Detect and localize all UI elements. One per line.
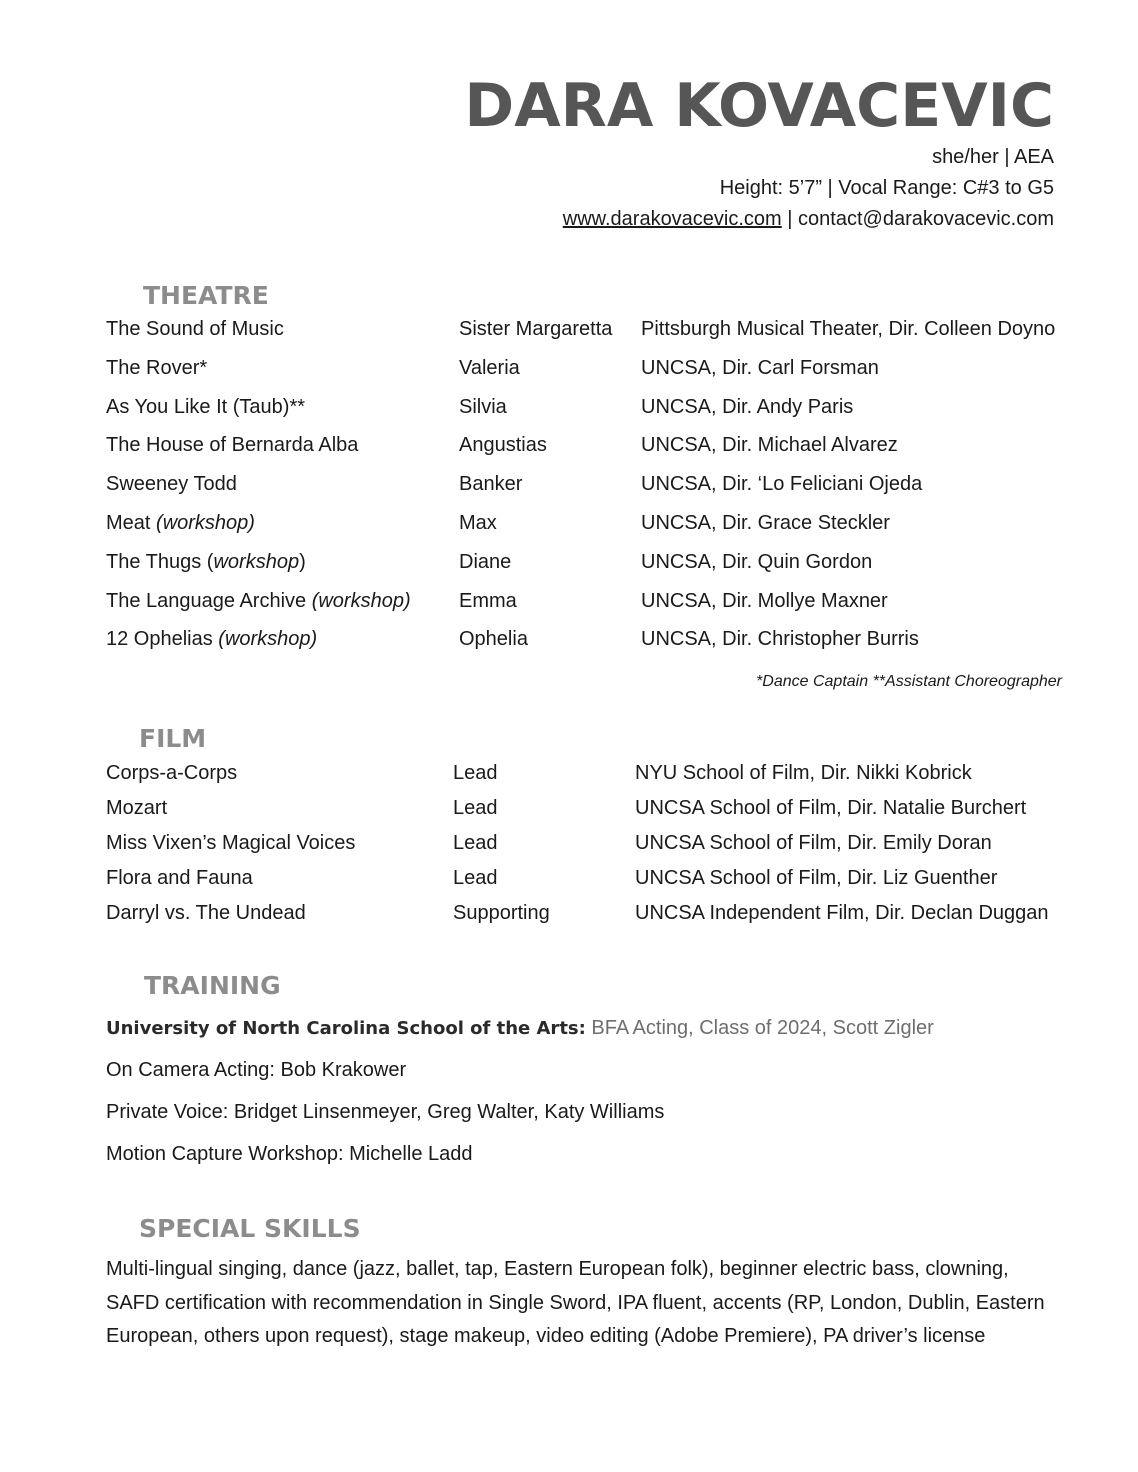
- show-note: workshop: [213, 550, 300, 573]
- film-heading: FILM: [139, 724, 207, 753]
- show-note-close: ): [299, 550, 306, 573]
- company-director: UNCSA, Dir. Grace Steckler: [641, 511, 890, 534]
- film-title: Mozart: [106, 797, 168, 819]
- theatre-row: [106, 473, 1055, 512]
- company-director: UNCSA, Dir. Quin Gordon: [641, 550, 873, 573]
- theatre-row: [106, 434, 1055, 473]
- show-title: [106, 318, 459, 357]
- role: Lead: [453, 832, 498, 854]
- company-director: UNCSA, Dir. Michael Alvarez: [641, 434, 898, 457]
- role: Banker: [459, 473, 523, 496]
- theatre-row: [106, 628, 1055, 667]
- company-director: UNCSA, Dir. ‘Lo Feliciani Ojeda: [641, 473, 923, 496]
- show-title: [106, 396, 459, 435]
- company-director: UNCSA School of Film, Dir. Emily Doran: [635, 832, 992, 854]
- show-name: Meat: [106, 511, 157, 534]
- theatre-heading: THEATRE: [143, 281, 269, 310]
- theatre-row: [106, 512, 1055, 551]
- school-detail: BFA Acting, Class of 2024, Scott Zigler: [585, 1017, 934, 1039]
- role: Lead: [453, 797, 498, 819]
- theatre-table: [106, 318, 1055, 667]
- training-school: [106, 1015, 934, 1057]
- show-title: [106, 590, 459, 629]
- role: Silvia: [459, 395, 507, 418]
- training-item: On Camera Acting: Bob Krakower: [106, 1059, 407, 1081]
- film-row: [106, 832, 1049, 867]
- show-title: [106, 628, 459, 667]
- training-item: Motion Capture Workshop: Michelle Ladd: [106, 1143, 473, 1165]
- show-name: Sweeney Todd: [106, 473, 237, 496]
- theatre-row: [106, 318, 1055, 357]
- role: Max: [459, 511, 497, 534]
- show-title: [106, 551, 459, 590]
- film-title: Corps-a-Corps: [106, 762, 238, 784]
- website-link[interactable]: www.darakovacevic.com: [562, 208, 782, 230]
- role: Angustias: [459, 434, 547, 457]
- contact-line: [464, 204, 1054, 235]
- theatre-row: [106, 590, 1055, 629]
- film-row: [106, 902, 1049, 937]
- actor-name: DARA KOVACEVIC: [464, 71, 1054, 141]
- company-director: UNCSA School of Film, Dir. Natalie Burchert: [635, 797, 1027, 819]
- role: Valeria: [459, 356, 520, 379]
- show-name: 12 Ophelias: [106, 628, 219, 651]
- school-name: University of North Carolina School of the Arts:: [106, 1018, 586, 1039]
- training-heading: TRAINING: [144, 971, 281, 1000]
- company-director: UNCSA, Dir. Christopher Burris: [641, 628, 919, 651]
- email-text: contact@darakovacevic.com: [798, 208, 1054, 230]
- show-name: The Thugs (: [106, 550, 214, 573]
- show-name: The House of Bernarda Alba: [106, 434, 359, 457]
- company-director: UNCSA, Dir. Mollye Maxner: [641, 589, 888, 612]
- theatre-row: [106, 551, 1055, 590]
- film-title: Darryl vs. The Undead: [106, 902, 306, 924]
- role: Lead: [453, 867, 498, 889]
- pronouns-union: she/her | AEA: [932, 146, 1054, 168]
- show-name: The Rover*: [106, 356, 208, 379]
- theatre-row: [106, 357, 1055, 396]
- show-name: The Sound of Music: [106, 318, 284, 340]
- show-note: (workshop): [311, 589, 411, 612]
- show-title: [106, 434, 459, 473]
- film-table: [106, 762, 1049, 937]
- skills-text: Multi-lingual singing, dance (jazz, ballet, tap, Eastern European folk), beginner electric bass, clowning, SAFD certification with recommendation in Single Sword, IPA fluent, accents (RP, London, Dublin, Eastern European, others upon request), stage makeup, video editing (Adobe Premiere), PA driver’s license: [106, 1258, 1045, 1347]
- role: Emma: [459, 589, 517, 612]
- role: Supporting: [453, 902, 550, 924]
- role: Diane: [459, 550, 512, 573]
- height-vocal-range: Height: 5’7” | Vocal Range: C#3 to G5: [719, 177, 1054, 199]
- film-row: [106, 762, 1049, 797]
- film-title: Flora and Fauna: [106, 867, 253, 889]
- company-director: UNCSA, Dir. Andy Paris: [641, 395, 854, 418]
- company-director: Pittsburgh Musical Theater, Dir. Colleen Doyno: [641, 318, 1056, 340]
- skills-heading: SPECIAL SKILLS: [139, 1214, 361, 1243]
- film-title: Miss Vixen’s Magical Voices: [106, 832, 356, 854]
- show-name: As You Like It (Taub)**: [106, 395, 306, 418]
- company-director: NYU School of Film, Dir. Nikki Kobrick: [635, 762, 972, 784]
- role: Lead: [453, 762, 498, 784]
- training-item: Private Voice: Bridget Linsenmeyer, Greg Walter, Katy Williams: [106, 1101, 665, 1123]
- show-note: (workshop): [218, 628, 318, 651]
- show-name: The Language Archive: [106, 589, 312, 612]
- contact-separator: |: [781, 208, 799, 230]
- theatre-footnote: *Dance Captain **Assistant Choreographer: [756, 673, 1062, 690]
- show-title: [106, 473, 459, 512]
- show-note: (workshop): [156, 511, 255, 534]
- film-row: [106, 867, 1049, 902]
- role: Sister Margaretta: [459, 318, 613, 340]
- film-row: [106, 797, 1049, 832]
- theatre-row: [106, 396, 1055, 435]
- resume-header: [464, 70, 1054, 235]
- show-title: [106, 512, 459, 551]
- company-director: UNCSA Independent Film, Dir. Declan Duggan: [635, 902, 1049, 924]
- show-title: [106, 357, 459, 396]
- company-director: UNCSA School of Film, Dir. Liz Guenther: [635, 867, 998, 889]
- company-director: UNCSA, Dir. Carl Forsman: [641, 356, 879, 379]
- training-list: [106, 1015, 934, 1183]
- role: Ophelia: [459, 628, 528, 651]
